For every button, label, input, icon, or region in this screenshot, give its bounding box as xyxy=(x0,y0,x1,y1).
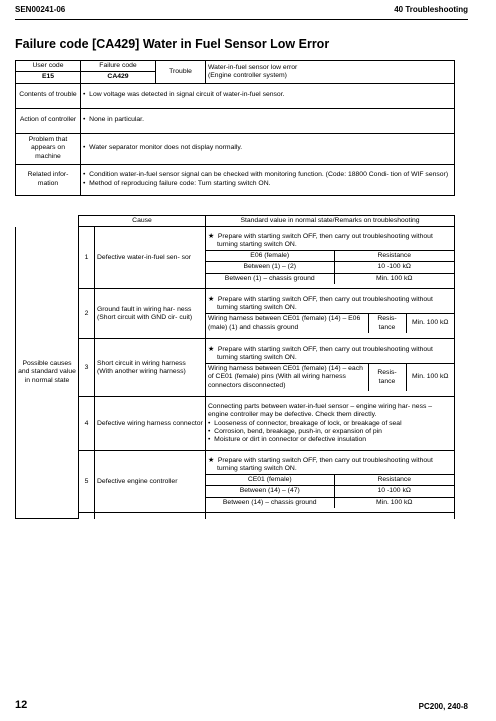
cause-num: 3 xyxy=(79,339,95,397)
cause-num: 4 xyxy=(79,397,95,451)
measure-point: Between (1) – (2) xyxy=(206,262,334,273)
page-title: Failure code [CA429] Water in Fuel Sensor Low Error xyxy=(15,37,330,51)
user-code: E15 xyxy=(16,72,81,83)
measure-value: 10 -100 kΩ xyxy=(334,486,454,497)
check-item: • Corrosion, bend, breakage, push-in, or expansion of pin xyxy=(208,428,452,436)
action-label: Action of controller xyxy=(16,108,81,133)
check-list xyxy=(208,420,452,445)
resistance-table xyxy=(206,474,454,508)
resistance-table xyxy=(206,363,454,391)
info-table xyxy=(15,60,455,196)
measure-value: Min. 100 kΩ xyxy=(406,314,454,333)
user-code-label: User code xyxy=(16,61,81,72)
measure-value: Min. 100 kΩ xyxy=(334,273,454,284)
cause-detail xyxy=(206,397,455,451)
contents-text: • Low voltage was detected in signal circuit of water-in-fuel sensor. xyxy=(81,83,455,108)
corner-cell xyxy=(16,216,79,227)
cause-header: Cause xyxy=(79,216,206,227)
intro-text: Connecting parts between water-in-fuel sensor – engine wiring har- ness – engine controller may be defective. Check them directly. xyxy=(208,403,433,419)
header-rule xyxy=(15,19,468,20)
measure-point: Wiring harness between CE01 (female) (14) – each of CE01 (female) pins (With all wiring harness connectors disconnected) xyxy=(206,364,368,391)
measure-point: Wiring harness between CE01 (female) (14) – E06 (male) (1) and chassis ground xyxy=(206,314,368,333)
measure-point: Between (14) – (47) xyxy=(206,486,334,497)
cause-text: Defective wiring harness connector xyxy=(95,397,206,451)
trouble-text: Water-in-fuel sensor low error (Engine controller system) xyxy=(206,61,455,84)
measure-value: Min. 100 kΩ xyxy=(334,497,454,508)
measure-value: 10 -100 kΩ xyxy=(334,262,454,273)
cause-num: 5 xyxy=(79,451,95,513)
connector-header: CE01 (female) xyxy=(206,475,334,486)
measure-point: Between (14) – chassis ground xyxy=(206,497,334,508)
measure-point: Between (1) – chassis ground xyxy=(206,273,334,284)
filler-cell xyxy=(95,513,206,519)
cause-detail xyxy=(206,339,455,397)
cause-num: 1 xyxy=(79,227,95,289)
cause-text: Defective engine controller xyxy=(95,451,206,513)
cause-text: Defective water-in-fuel sen- sor xyxy=(95,227,206,289)
cause-text: Ground fault in wiring har- ness (Short circuit with GND cir- cuit) xyxy=(95,289,206,339)
note: ★ Prepare with starting switch OFF, then carry out troubleshooting without turning starting switch ON. xyxy=(208,456,433,472)
side-label: Possible causes and standard value in normal state xyxy=(16,227,79,519)
resistance-table xyxy=(206,313,454,333)
measure-value: Min. 100 kΩ xyxy=(406,364,454,391)
std-header: Standard value in normal state/Remarks on troubleshooting xyxy=(206,216,455,227)
note: ★ Prepare with starting switch OFF, then carry out troubleshooting without turning starting switch ON. xyxy=(208,232,433,248)
page-number: 12 xyxy=(15,699,28,711)
note: ★ Prepare with starting switch OFF, then carry out troubleshooting without turning starting switch ON. xyxy=(208,295,433,311)
note: ★ Prepare with starting switch OFF, then carry out troubleshooting without turning starting switch ON. xyxy=(208,345,433,361)
trouble-label: Trouble xyxy=(156,61,206,84)
failure-code: CA429 xyxy=(81,72,156,83)
measure-type: Resis- tance xyxy=(368,364,406,391)
cause-text: Short circuit in wiring harness (With another wiring harness) xyxy=(95,339,206,397)
cause-detail xyxy=(206,227,455,289)
cause-num: 2 xyxy=(79,289,95,339)
cause-detail xyxy=(206,451,455,513)
filler-cell xyxy=(206,513,455,519)
cause-detail xyxy=(206,289,455,339)
action-text: • None in particular. xyxy=(81,108,455,133)
doc-id: SEN00241-06 xyxy=(15,5,66,14)
section-title: 40 Troubleshooting xyxy=(394,5,468,14)
resistance-header: Resistance xyxy=(334,251,454,262)
resistance-table xyxy=(206,250,454,284)
measure-type: Resis- tance xyxy=(368,314,406,333)
check-item: • Moisture or dirt in connector or defective insulation xyxy=(208,436,452,444)
check-item: • Looseness of connector, breakage of lock, or breakage of seal xyxy=(208,420,452,428)
related-label: Related infor- mation xyxy=(16,164,81,195)
model-name: PC200, 240-8 xyxy=(418,702,468,711)
problem-text: • Water separator monitor does not display normally. xyxy=(81,133,455,164)
connector-header: E06 (female) xyxy=(206,251,334,262)
failure-code-label: Failure code xyxy=(81,61,156,72)
problem-label: Problem that appears on machine xyxy=(16,133,81,164)
causes-table xyxy=(15,215,455,519)
contents-label: Contents of trouble xyxy=(16,83,81,108)
resistance-header: Resistance xyxy=(334,475,454,486)
related-text: • Condition water-in-fuel sensor signal can be checked with monitoring function. (Code: 18800 Condi- tion of WIF sensor) • Method of reproducing failure code: Turn starting switch ON. xyxy=(81,164,455,195)
filler-cell xyxy=(79,513,95,519)
